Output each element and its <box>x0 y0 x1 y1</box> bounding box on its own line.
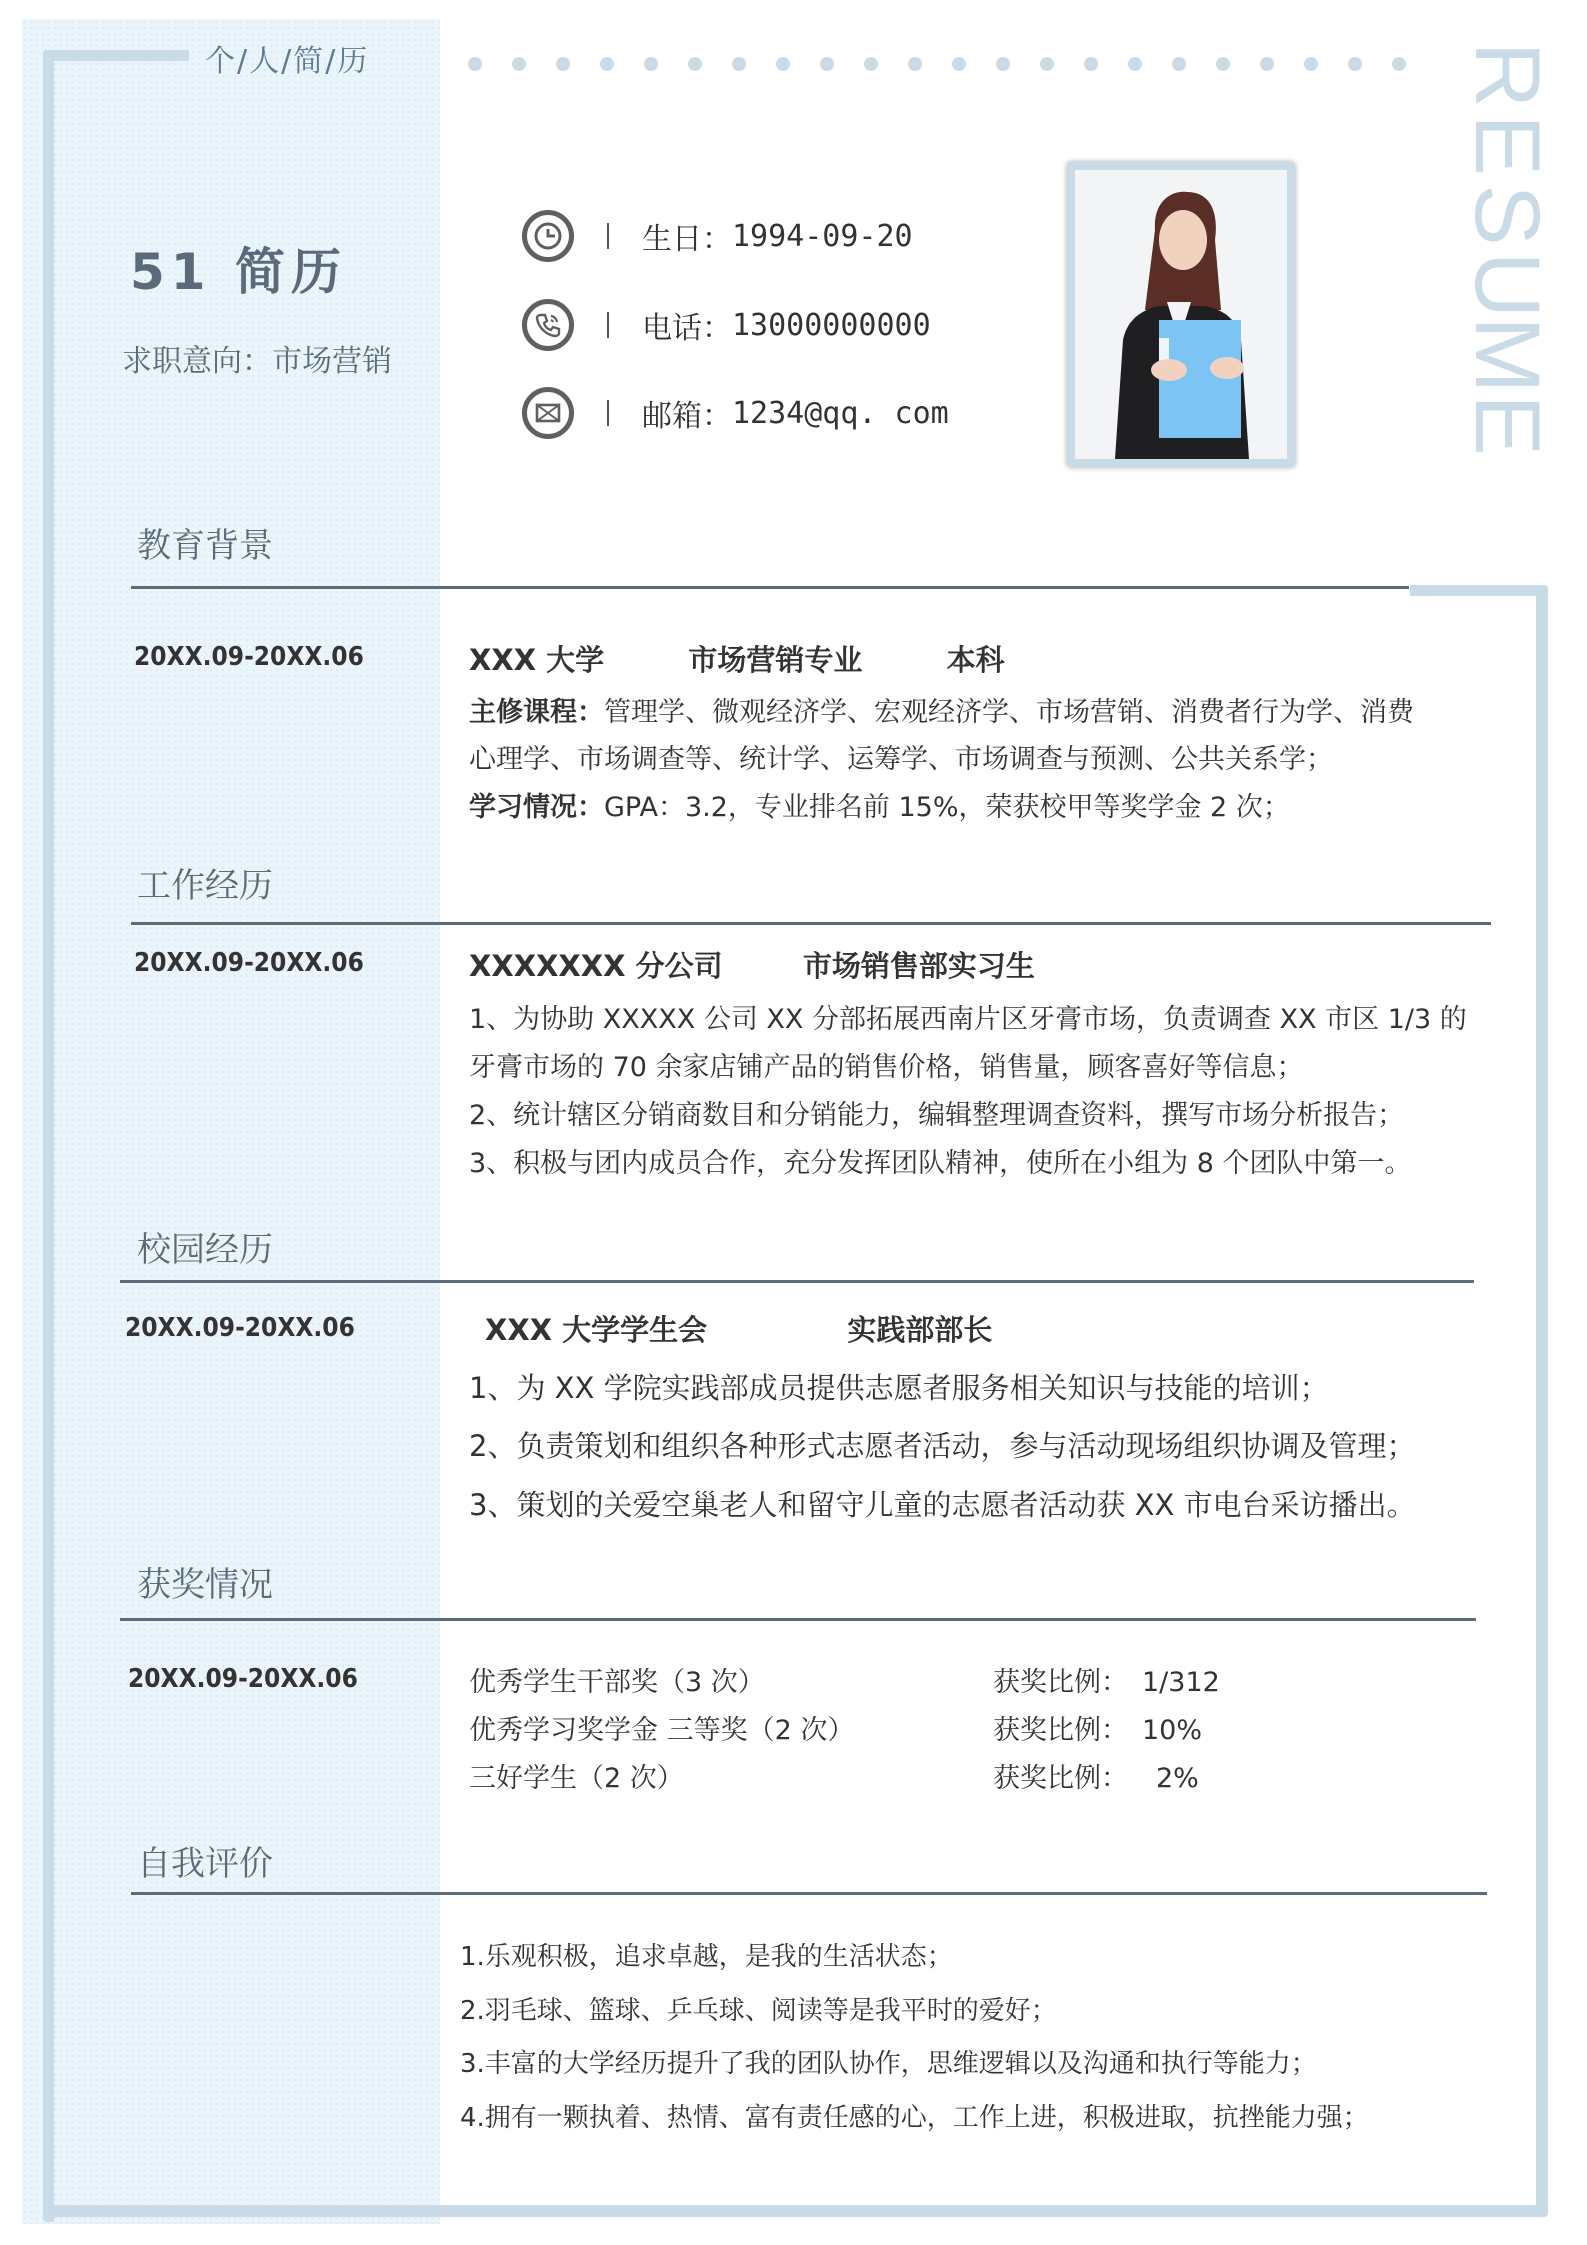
position-name: 市场销售部实习生 <box>802 949 1035 983</box>
watermark-letter: R <box>1456 41 1558 109</box>
school-name: XXX 大学 <box>469 643 605 677</box>
decorative-dot <box>996 57 1010 71</box>
job-intent-value: 市场营销 <box>272 344 392 379</box>
award-name: 优秀学习奖学金 三等奖（2 次） <box>469 1715 855 1746</box>
frame-left-bar <box>43 50 54 2222</box>
decorative-dot <box>820 57 834 71</box>
decorative-dot <box>952 57 966 71</box>
section-divider <box>131 922 1491 925</box>
frame-right-bar <box>1536 585 1548 2217</box>
award-name: 优秀学生干部奖（3 次） <box>469 1667 765 1698</box>
section-divider <box>120 1618 1476 1621</box>
contact-email <box>522 383 949 443</box>
work-line: 1、为协助 XXXXX 公司 XX 分部拓展西南片区牙膏市场，负责调查 XX 市区 1/3 的 <box>469 1004 1467 1035</box>
company-name: XXXXXXX 分公司 <box>469 949 723 983</box>
award-ratio-label: 获奖比例： <box>993 1715 1128 1746</box>
decorative-dot <box>644 57 658 71</box>
decorative-dot <box>556 57 570 71</box>
decorative-dot <box>1348 57 1362 71</box>
section-divider <box>131 1892 1487 1895</box>
decorative-dot <box>688 57 702 71</box>
watermark-letter: U <box>1456 251 1558 319</box>
resume-watermark <box>1456 40 1558 460</box>
section-title-campus: 校园经历 <box>137 1230 273 1270</box>
campus-line: 1、为 XX 学院实践部成员提供志愿者服务相关知识与技能的培训； <box>469 1371 1329 1405</box>
self-eval-line: 1.乐观积极，追求卓越，是我的生活状态； <box>460 1942 953 1972</box>
person-illustration <box>1075 170 1287 459</box>
section-divider <box>131 586 1409 589</box>
job-intent <box>122 336 392 380</box>
work-line: 3、积极与团内成员合作，充分发挥团队精神，使所在小组为 8 个团队中第一。 <box>469 1148 1412 1179</box>
decorative-dots <box>468 57 1406 71</box>
frame-top-right-bar <box>1410 585 1548 596</box>
separator <box>607 312 609 338</box>
decorative-dot <box>600 57 614 71</box>
watermark-letter: S <box>1456 184 1558 246</box>
decorative-dot <box>908 57 922 71</box>
self-eval-line: 4.拥有一颗执着、热情、富有责任感的心，工作上进，积极进取，抗挫能力强； <box>460 2103 1369 2133</box>
major-name: 市场营销专业 <box>688 643 863 677</box>
decorative-dot <box>1084 57 1098 71</box>
contact-phone <box>522 295 931 355</box>
section-title-awards: 获奖情况 <box>137 1565 273 1605</box>
award-name: 三好学生（2 次） <box>469 1763 684 1794</box>
birthday-value: 1994-09-20 <box>732 218 913 254</box>
study-line <box>469 785 1290 824</box>
decorative-dot <box>468 57 482 71</box>
awards-date: 20XX.09-20XX.06 <box>128 1664 358 1694</box>
role-name: 实践部部长 <box>847 1313 993 1347</box>
phone-label: 电话： <box>642 311 732 346</box>
decorative-dot <box>732 57 746 71</box>
section-title-education: 教育背景 <box>137 526 273 566</box>
profile-photo <box>1067 162 1295 467</box>
campus-heading <box>485 1308 992 1349</box>
work-line: 2、统计辖区分销商数目和分销能力，编辑整理调查资料，撰写市场分析报告； <box>469 1100 1405 1131</box>
resume-name: 51 简历 <box>130 243 347 301</box>
courses-label: 主修课程： <box>469 697 604 728</box>
award-ratio-value: 10% <box>1142 1715 1203 1746</box>
decorative-dot <box>512 57 526 71</box>
frame-top-left-bar <box>43 50 189 61</box>
award-ratio-value: 2% <box>1156 1763 1199 1794</box>
section-title-self-evaluation: 自我评价 <box>137 1844 273 1884</box>
decorative-dot <box>864 57 878 71</box>
award-ratio <box>993 1756 1199 1795</box>
phone-value: 13000000000 <box>732 307 931 343</box>
mail-icon <box>522 387 574 439</box>
work-line: 牙膏市场的 70 余家店铺产品的销售价格，销售量，顾客喜好等信息； <box>469 1052 1304 1083</box>
education-date: 20XX.09-20XX.06 <box>134 642 364 672</box>
decorative-dot <box>1040 57 1054 71</box>
work-heading <box>469 944 1035 985</box>
decorative-dot <box>776 57 790 71</box>
self-eval-line: 2.羽毛球、篮球、乒乓球、阅读等是我平时的爱好； <box>460 1996 1057 2026</box>
courses-line-1 <box>469 690 1414 729</box>
separator <box>607 400 609 426</box>
decorative-dot <box>1260 57 1274 71</box>
award-ratio-label: 获奖比例： <box>993 1763 1128 1794</box>
courses-text: 管理学、微观经济学、宏观经济学、市场营销、消费者行为学、消费 <box>604 697 1414 728</box>
award-ratio <box>993 1708 1202 1747</box>
watermark-letter: E <box>1456 394 1558 456</box>
study-label: 学习情况： <box>469 792 604 823</box>
decorative-dot <box>1304 57 1318 71</box>
campus-date: 20XX.09-20XX.06 <box>125 1313 355 1343</box>
watermark-letter: E <box>1456 114 1558 176</box>
section-title-work: 工作经历 <box>137 866 273 906</box>
study-value: GPA：3.2，专业排名前 15%，荣获校甲等奖学金 2 次； <box>604 792 1290 823</box>
campus-line: 2、负责策划和组织各种形式志愿者活动，参与活动现场组织协调及管理； <box>469 1429 1416 1463</box>
courses-line-2: 心理学、市场调查等、统计学、运筹学、市场调查与预测、公共关系学； <box>469 744 1333 775</box>
top-title: 个/人/简/历 <box>205 44 370 79</box>
campus-line: 3、策划的关爱空巢老人和留守儿童的志愿者活动获 XX 市电台采访播出。 <box>469 1488 1416 1522</box>
section-divider <box>120 1280 1474 1283</box>
award-ratio <box>993 1660 1220 1699</box>
job-intent-label: 求职意向： <box>122 344 272 379</box>
decorative-dot <box>1128 57 1142 71</box>
decorative-dot <box>1172 57 1186 71</box>
decorative-dot <box>1392 57 1406 71</box>
organization-name: XXX 大学学生会 <box>485 1313 708 1347</box>
self-eval-line: 3.丰富的大学经历提升了我的团队协作，思维逻辑以及沟通和执行等能力； <box>460 2049 1317 2079</box>
frame-bottom-bar <box>43 2205 1548 2217</box>
decorative-dot <box>1216 57 1230 71</box>
award-ratio-value: 1/312 <box>1142 1667 1220 1698</box>
email-value: 1234@qq. com <box>732 395 949 431</box>
award-ratio-label: 获奖比例： <box>993 1667 1128 1698</box>
email-label: 邮箱： <box>642 399 732 434</box>
contact-birthday <box>522 206 913 266</box>
degree: 本科 <box>946 643 1005 677</box>
watermark-letter: M <box>1456 316 1558 394</box>
education-heading <box>469 638 1005 679</box>
separator <box>607 223 609 249</box>
birthday-label: 生日： <box>642 222 732 257</box>
phone-icon <box>522 299 574 351</box>
work-date: 20XX.09-20XX.06 <box>134 948 364 978</box>
clock-icon <box>522 210 574 262</box>
